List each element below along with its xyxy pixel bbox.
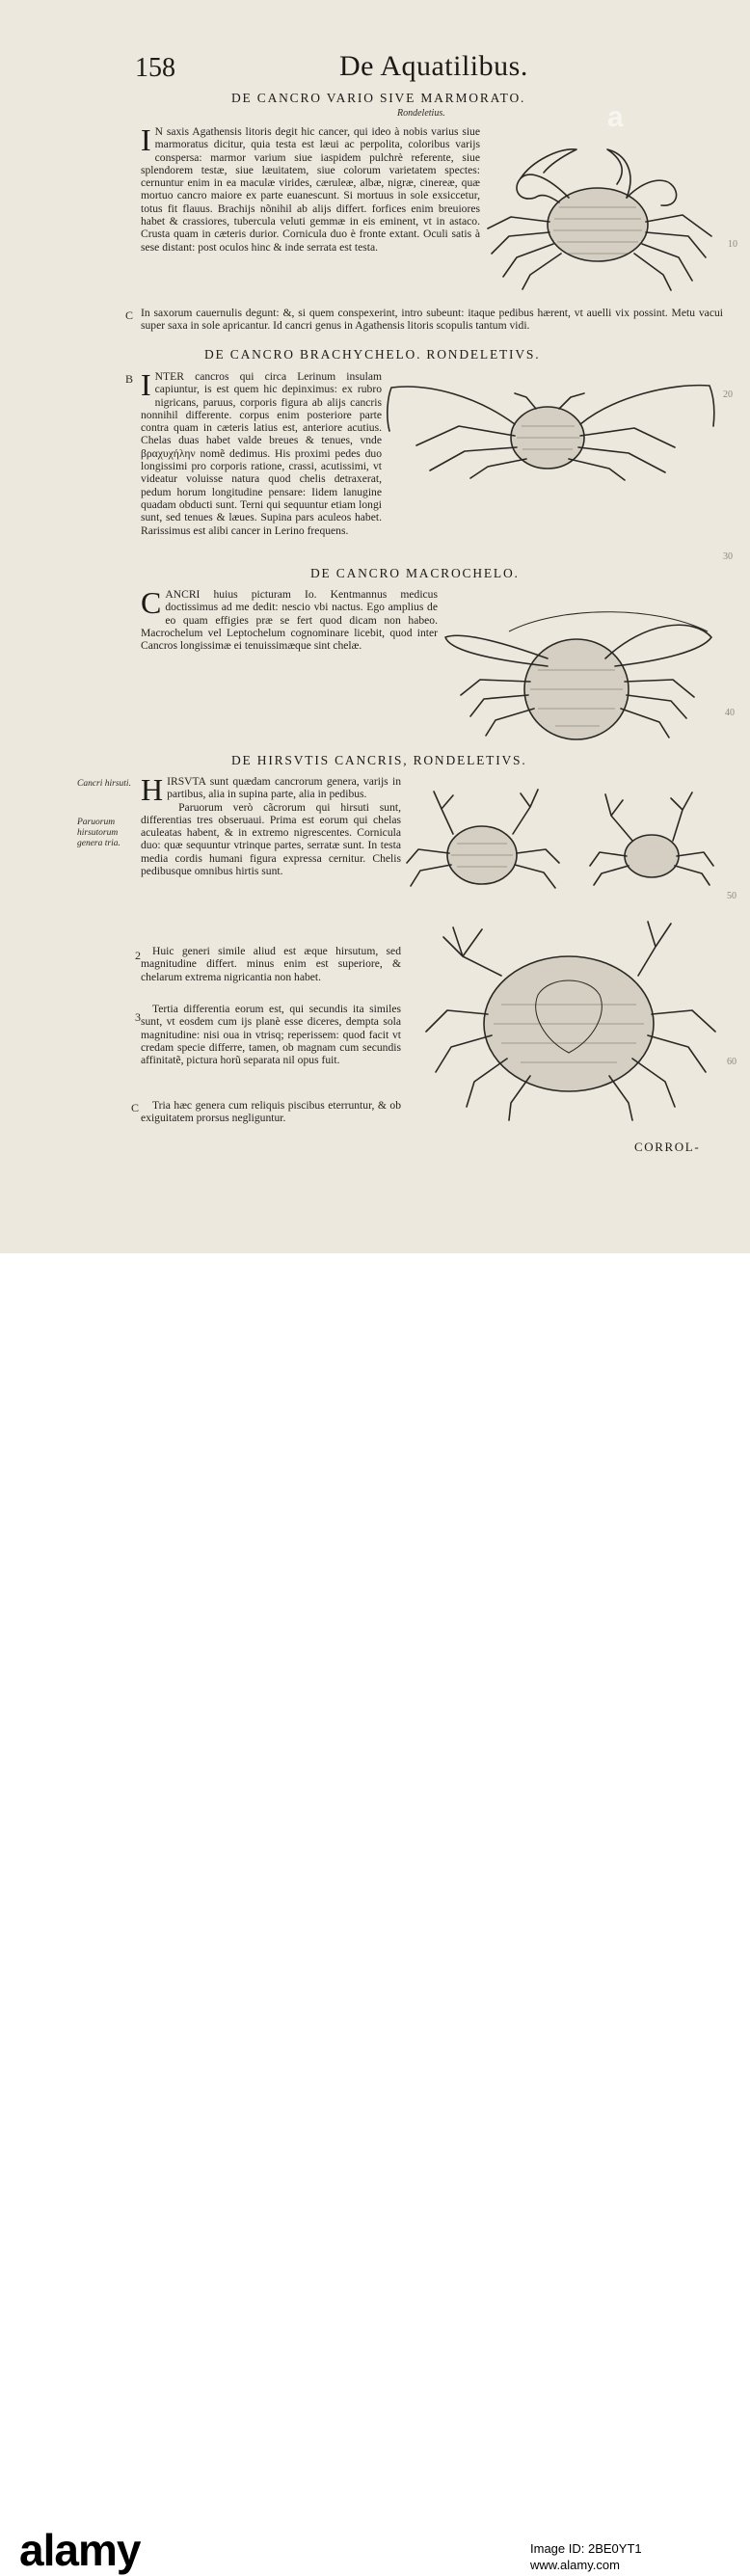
- section-heading-macrochelo: DE CANCRO MACROCHELO.: [310, 566, 520, 580]
- margin-note-hirsuti: Cancri hirsuti.: [77, 779, 131, 789]
- drop-cap: I: [141, 367, 151, 402]
- paragraph-third-kind: Tertia differentia eorum est, qui secundis ita similes sunt, vt eosdem cum ijs planè esse diceres, dempta sola magnitudine: nisi oua in vtrisq; reperissem: quod facit vt credam specie differre, tamen, ob magnam cum secundis affinitatẽ, pictura horũ separata nil opus fuit.: [141, 1003, 401, 1067]
- crab-illustration-hirsute-first: [405, 786, 561, 892]
- paragraph: cancros qui circa Lerinum insulam capiuntur, is est quem hic depinximus: ex rubro nigricans, paruus, corporis figura ab alijs cancris nonnihil differente. corpus enim posteriore parte contra quam in cæteris latius est, anteriore acutius. Chelas duas habet valde breues & tenues, vnde βραχυχήλην nomẽ dedimus. His proximi pedes duo longissimi pro corporis ratione, crassi, acutissimi, vt videatur voluisse natura quod chelis detraxerat, pedum horum longitudine pensare: Iidem lanugine quadam obducti sunt. Terni qui sequuntur etiam longi sunt, sed tenues & læues. Supina pars aculeos habet. Rarissimus est alibi cancer in Lerino frequens.: [141, 370, 382, 537]
- small-caps-word: NTER: [154, 370, 184, 383]
- paragraph-closing: Tria hæc genera cum reliquis piscibus eterruntur, & ob exiguitatem prorsus negliguntur.: [141, 1099, 401, 1125]
- drop-cap: I: [141, 122, 151, 157]
- section-heading-hirsutis: DE HIRSVTIS CANCRIS, RONDELETIVS.: [231, 753, 527, 767]
- crab-illustration-marmorato: [482, 140, 718, 294]
- crab-illustration-hirsute-second: [588, 789, 715, 885]
- crab-illustration-hirsute-large: [424, 918, 718, 1122]
- drop-cap: H: [141, 772, 164, 807]
- catchword: CORROL-: [634, 1140, 701, 1154]
- image-id: Image ID: 2BE0YT1: [530, 2541, 642, 2556]
- section-text-marmorato: [141, 122, 480, 254]
- margin-letter: B: [125, 372, 134, 386]
- margin-letter: C: [125, 309, 134, 322]
- paragraph: Paruorum verò cãcrorum qui hirsuti sunt, differentias tres obseruaui. Prima est eorum qui chelas aculeatas habent, & in extremo nigrescentes. Cornicula duo: quæ sequuntur vtrinque partes, serratæ sunt. In testa media cordis humani figura expressa cernitur. Chelis pedibusque omnibus hirtis sunt.: [141, 800, 401, 878]
- section-heading-marmorato: DE CANCRO VARIO SIVE MARMORATO.: [231, 91, 526, 105]
- margin-note-genera: Paruorum hirsutorum genera tria.: [77, 818, 121, 848]
- section-text-macrochelo: [141, 585, 438, 653]
- line-number: 20: [723, 389, 733, 400]
- paragraph: sunt quædam cancrorum genera, varijs in partibus, alia in supina parte, alia in pedibus.: [167, 775, 401, 801]
- alamy-logo: alamy: [19, 2525, 141, 2575]
- stock-photo-footer: [0, 1253, 750, 2575]
- alamy-watermark-logo: a: [607, 101, 624, 133]
- small-caps-word: ANCRI: [165, 588, 201, 601]
- book-page: [0, 0, 750, 1253]
- section-author: Rondeletius.: [397, 108, 445, 119]
- running-head: De Aquatilibus.: [339, 50, 528, 82]
- drop-cap: C: [141, 585, 162, 620]
- section-text-hirsutis: [141, 772, 401, 878]
- paragraph: N saxis Agathensis litoris degit hic cancer, qui ideo à nobis varius siue marmoratus dicitur, quia testa est læui ac perpolita, coloribus varijs conspersa: marmor varium siue iaspidem pulchrè referente, siue splendorem testæ, siue læuitatem, siue colorum varietatem spectes: cernuntur enim in ea maculæ virides, cæruleæ, albæ, nigræ, cinereæ, quæ mortuo cancro maiore ex parte euanescunt. Si mortuus in sole exsiccetur, totus fit flauus. Brachijs nõnihil ab alijs differt. forfices enim breuiores habet & crassiores, tubercula veluti gemmæ in eis eminent, vt in astaco. Crusta quam in cæteris durior. Cornicula duo è fronte extant. Oculi satis à sese distant: post oculos hinc & inde serrata est testa.: [141, 125, 480, 254]
- line-number: 60: [727, 1057, 737, 1067]
- section-text-brachychelo: [141, 367, 382, 537]
- paragraph: huius picturam Io. Kentmannus medicus doctissimus ad me dedit: nescio vbi nactus. Ego amplius de eo quam effigies præ se fert quod dicam non habeo. Macrochelum vel Leptochelum cognominare licebit, quod inter Cancros longissimæ ei tenuissimæque sint chelæ.: [141, 588, 438, 653]
- margin-number: 2: [135, 949, 141, 962]
- line-number: 30: [723, 551, 733, 562]
- page-number: 158: [135, 53, 175, 83]
- margin-number: 3: [135, 1010, 141, 1024]
- small-caps-word: IRSVTA: [167, 775, 206, 788]
- margin-letter: C: [131, 1101, 140, 1114]
- line-number: 10: [728, 239, 737, 250]
- source-url: www.alamy.com: [530, 2558, 620, 2572]
- line-number: 40: [725, 708, 735, 718]
- section-text-full: In saxorum cauernulis degunt: &, si quem conspexerint, intro subeunt: itaque pedibus hærent, vt auelli vix possint. Metu vacui super saxa in sole apricantur. Id cancri genus in Agathensis litoris scopulis tantum vidi.: [141, 307, 723, 333]
- crab-illustration-macrochelo: [442, 603, 716, 747]
- crab-illustration-brachychelo: [382, 378, 719, 484]
- section-heading-brachychelo: DE CANCRO BRACHYCHELO. RONDELETIVS.: [204, 347, 541, 362]
- line-number: 50: [727, 891, 737, 901]
- paragraph-second-kind: Huic generi simile aliud est æque hirsutum, sed magnitudine differt. minus enim est superiore, & chelarum extrema nigricantia non habet.: [141, 945, 401, 983]
